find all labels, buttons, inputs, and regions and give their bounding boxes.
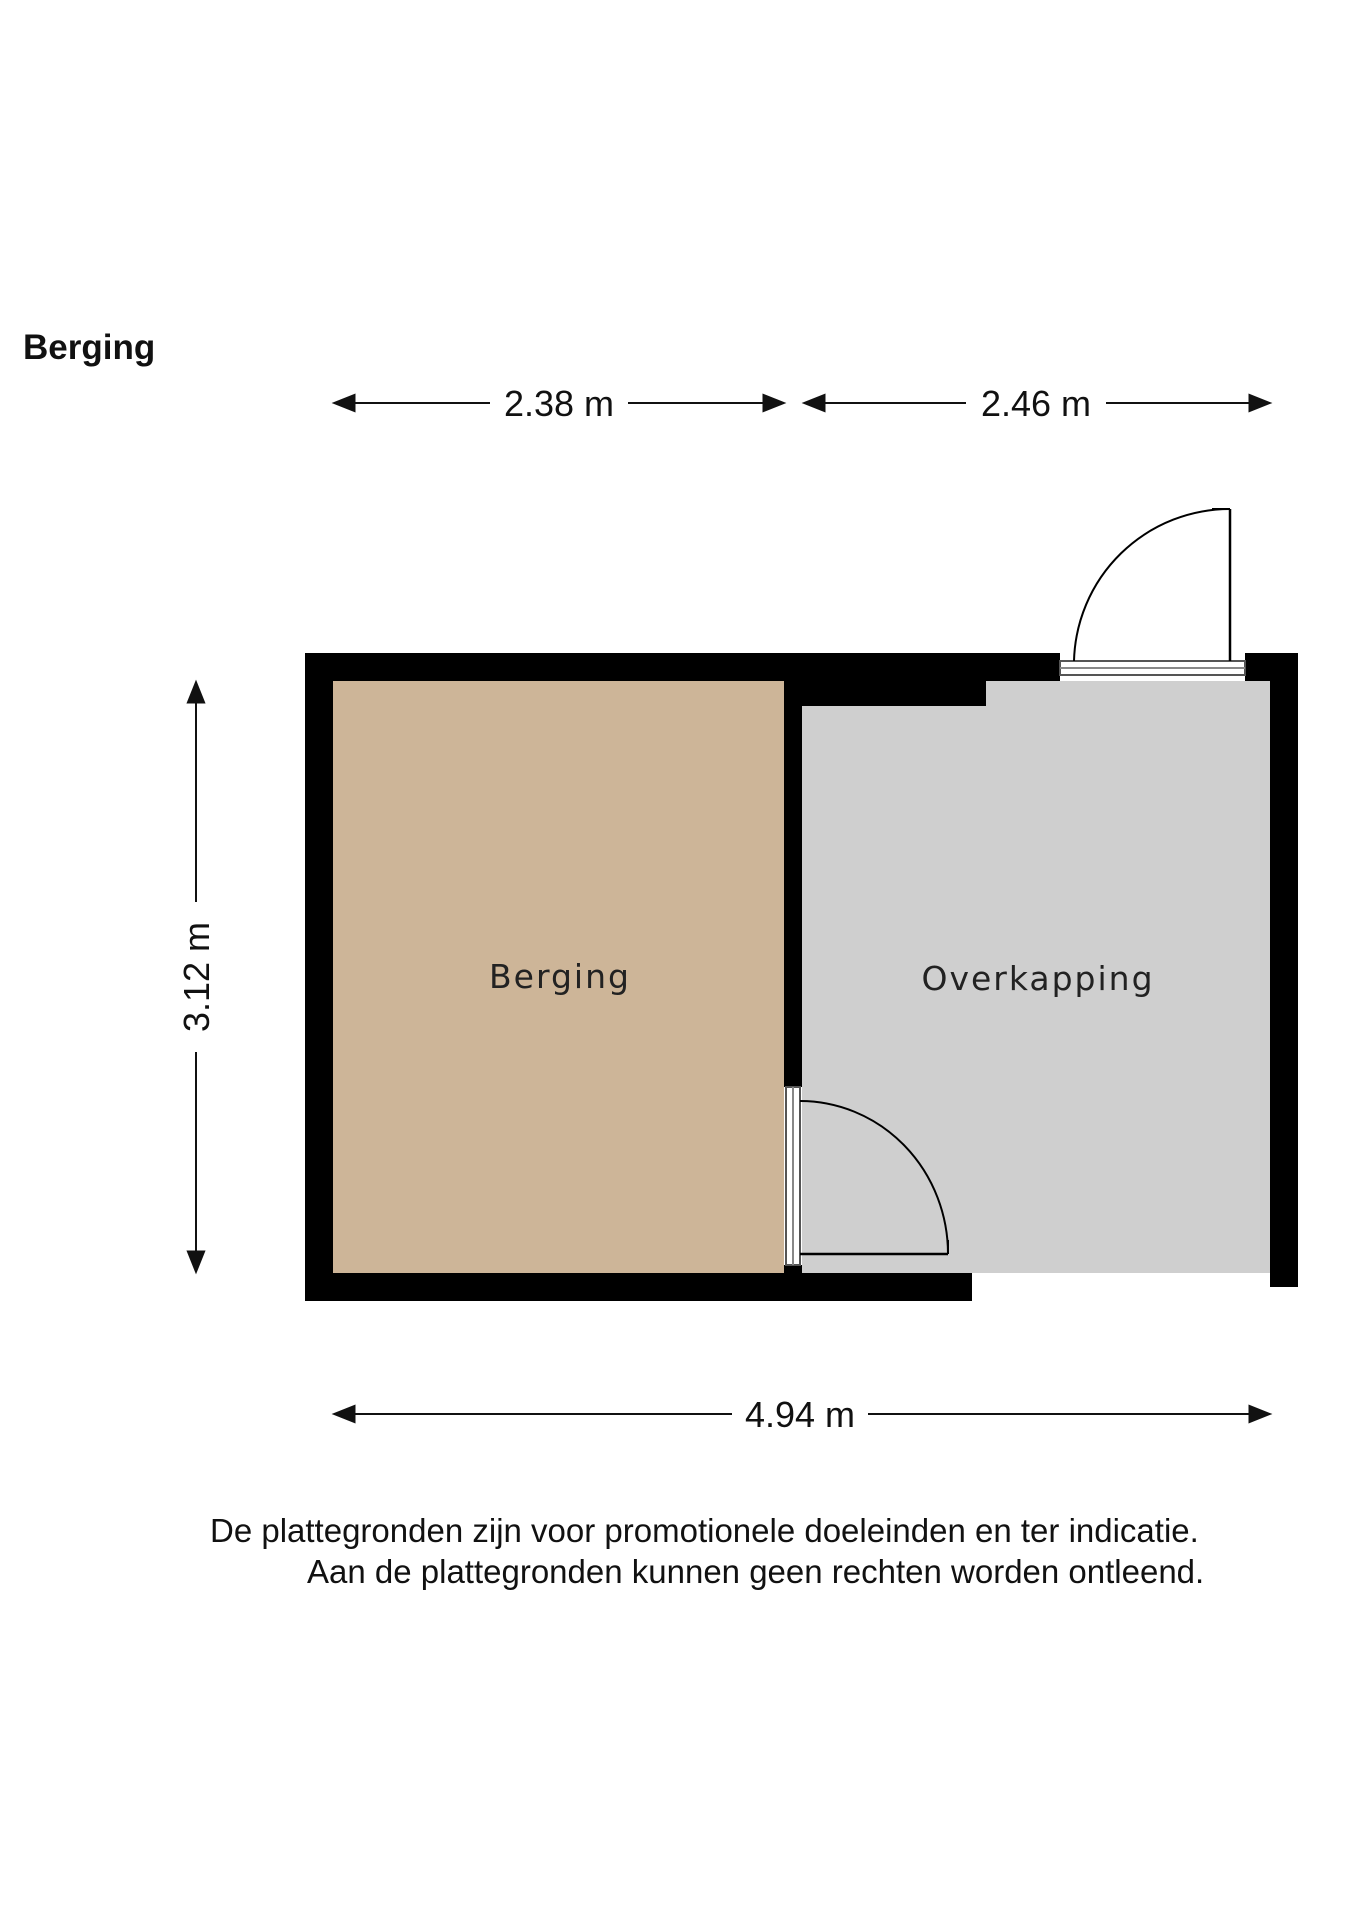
room-label-berging: Berging <box>489 957 631 996</box>
dimension-top-right <box>804 383 1270 424</box>
disclaimer <box>0 1510 1358 1592</box>
door-top <box>1060 509 1245 675</box>
dimension-label-top-left: 2.38 m <box>503 383 615 424</box>
wall-bottom <box>305 1273 972 1301</box>
disclaimer-line-1: De plattegronden zijn voor promotionele doeleinden en ter indicatie. <box>210 1512 1199 1549</box>
wall-right <box>1270 653 1298 1287</box>
dimension-top-left <box>334 383 784 424</box>
wall-middle <box>784 681 802 1087</box>
dimension-label-top-right: 2.46 m <box>980 383 1092 424</box>
dimension-bottom <box>334 1394 1270 1435</box>
wall-top-notch <box>784 681 986 706</box>
disclaimer-line-2: Aan de plattegronden kunnen geen rechten worden ontleend. <box>307 1553 1205 1590</box>
dimension-left <box>176 682 217 1272</box>
room-label-overkapping: Overkapping <box>921 959 1155 998</box>
wall-middle-bottom <box>784 1265 802 1275</box>
dimension-label-left: 3.12 m <box>176 921 217 1033</box>
wall-top-left <box>305 653 1060 681</box>
wall-left <box>305 653 333 1301</box>
page-title: Berging <box>23 328 156 367</box>
dimension-label-bottom: 4.94 m <box>744 1394 856 1435</box>
